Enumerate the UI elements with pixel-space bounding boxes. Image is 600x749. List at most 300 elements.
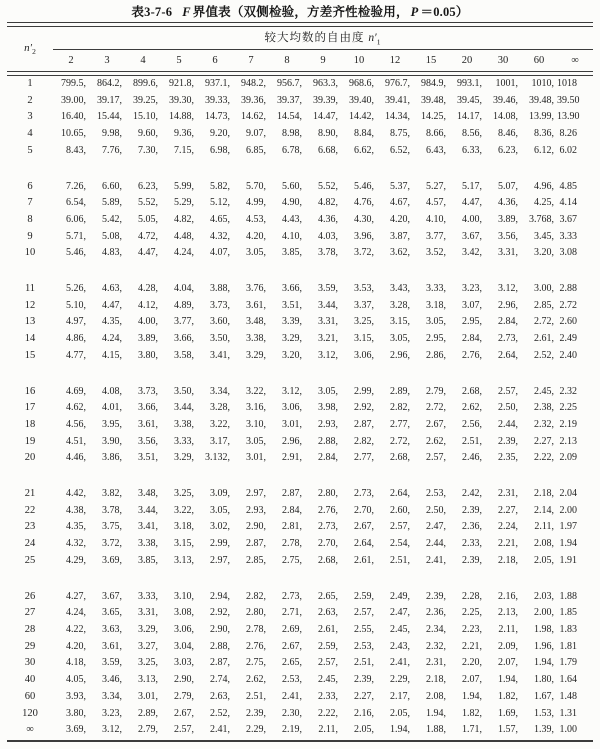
value-cell: 4.20, [390,213,410,225]
value-cell: 3.05, [390,333,410,345]
value-cell: 2.89, [390,385,410,397]
value-cell: 5.07, [498,180,518,192]
group-gap [7,570,593,589]
table-row [7,348,593,365]
value-cell: 2.00, [534,607,554,619]
value-cell: 3.62, [390,247,410,259]
value-cell: 2.74, [210,674,230,686]
value-cell: 14.47, [313,111,338,123]
table-row [7,281,593,298]
value-cell: 2.73, [282,590,302,602]
row-df-label: 27 [24,607,36,619]
value-cell: 5.08, [102,230,122,242]
value-cell: 2.57, [390,521,410,533]
value-cell: 2.19, [282,724,302,736]
value-cell: 899.6, [133,78,158,89]
row-df-label: 6 [27,180,33,192]
value-cell: 2.85, [246,554,266,566]
value-cell: 3.01, [246,452,266,464]
value-cell: 2.77, [390,418,410,430]
value-cell: 2.11, [534,521,554,533]
value-cell: 39.25, [133,94,158,106]
f-table-body [7,76,593,739]
row-df-label: 2 [27,94,33,106]
table-row [7,314,593,331]
group-gap [7,467,593,486]
value-cell: 4.53, [246,213,266,225]
column-header: 5 [176,55,182,66]
column-header: 12 [389,55,401,66]
value-cell: 3.93, [66,690,86,702]
row-df-label: ∞ [26,724,34,736]
value-cell: 2.72, [534,316,554,328]
value-cell: 2.84, [498,316,518,328]
value-cell: 3.29, [138,623,158,635]
value-cell: 8.98, [282,128,302,140]
value-cell: 5.05, [138,213,158,225]
value-cell: 4.57, [426,197,446,209]
value-cell: 2.99, [354,385,374,397]
column-header: 10 [353,55,365,66]
value-cell: 3.05, [246,247,266,259]
value-cell: 2.13 [559,435,577,447]
value-cell: 4.27, [66,590,86,602]
value-cell: 2.64, [390,488,410,500]
value-cell: 4.22, [66,623,86,635]
value-cell: 7.30, [138,144,158,156]
row-df-label: 26 [24,590,36,602]
value-cell: 5.70, [246,180,266,192]
value-cell: 2.18, [426,674,446,686]
value-cell: 2.61, [318,623,338,635]
value-cell: 3.33, [174,435,194,447]
row-df-label: 1 [27,78,33,89]
value-cell: 6.98, [210,144,230,156]
value-cell: 3.43, [390,283,410,295]
value-cell: 1.91 [559,554,577,566]
value-cell: 5.82, [210,180,230,192]
value-cell: 6.23, [138,180,158,192]
table-row [7,605,593,622]
value-cell: 3.98, [318,402,338,414]
value-cell: 9.07, [246,128,266,140]
value-cell: 4.90, [282,197,302,209]
value-cell: 2.39, [498,435,518,447]
row-df-label: 16 [24,385,36,397]
value-cell: 3.66, [174,333,194,345]
value-cell: 2.63, [318,607,338,619]
value-cell: 3.67 [559,213,577,225]
value-cell: 2.22, [534,452,554,464]
value-cell: 2.05, [354,724,374,736]
value-cell: 4.24, [174,247,194,259]
value-cell: 3.72, [102,538,122,550]
value-cell: 2.79, [138,724,158,736]
value-cell: 3.25, [354,316,374,328]
value-cell: 3.67, [102,590,122,602]
value-cell: 4.97, [66,316,86,328]
value-cell: 2.51, [246,690,266,702]
value-cell: 14.88, [169,111,194,123]
value-cell: 2.96, [498,299,518,311]
value-cell: 3.82, [102,488,122,500]
value-cell: 6.02 [559,144,577,156]
value-cell: 3.28, [390,299,410,311]
value-cell: 2.52, [210,707,230,719]
value-cell: 3.89, [498,213,518,225]
value-cell: 4.18, [66,657,86,669]
value-cell: 5.99, [174,180,194,192]
value-cell: 2.21, [498,538,518,550]
table-row [7,384,593,401]
value-cell: 8.66, [426,128,446,140]
value-cell: 3.08 [559,247,577,259]
row-df-label: 15 [24,349,36,361]
row-df-label: 40 [24,674,36,686]
column-header-row [7,50,593,72]
table-title [7,3,593,22]
value-cell: 2.59, [354,590,374,602]
value-cell: 9.20, [210,128,230,140]
value-cell: 3.41, [138,521,158,533]
row-df-label: 9 [27,230,33,242]
column-dimension-label: 较大均数的自由度 $n'_1$ [53,27,593,50]
value-cell: 15.10, [133,111,158,123]
value-cell: 993.1, [457,78,482,89]
value-cell: 3.02, [210,521,230,533]
value-cell: 2.13, [498,607,518,619]
value-cell: 4.63, [102,283,122,295]
value-cell: 1.64 [559,674,577,686]
value-cell: 4.32, [210,230,230,242]
value-cell: 3.45, [534,230,554,242]
value-cell: 2.27, [498,504,518,516]
value-cell: 3.20, [534,247,554,259]
p-symbol: P [410,5,419,19]
value-cell: 2.71, [282,607,302,619]
value-cell: 2.16, [498,590,518,602]
value-cell: 948.2, [241,78,266,89]
row-df-label: 22 [24,504,36,516]
value-cell: 2.67, [426,418,446,430]
table-row [7,195,593,212]
table-row [7,639,593,656]
value-cell: 39.36, [241,94,266,106]
table-row [7,417,593,434]
value-cell: 2.64, [354,538,374,550]
value-cell: 3.22, [174,504,194,516]
value-cell: 3.18, [174,521,194,533]
value-cell: 2.39, [246,707,266,719]
value-cell: 2.24, [498,521,518,533]
value-cell: 3.17, [210,435,230,447]
value-cell: 3.25, [138,657,158,669]
value-cell: 963.3, [313,78,338,89]
value-cell: 2.57, [426,452,446,464]
value-cell: 2.32 [559,385,577,397]
row-df-label: 23 [24,521,36,533]
row-df-label: 30 [24,657,36,669]
value-cell: 2.68, [318,554,338,566]
value-cell: 2.25 [559,402,577,414]
value-cell: 2.47, [426,521,446,533]
table-row [7,109,593,126]
row-df-label: 18 [24,418,36,430]
header-table [7,27,593,71]
value-cell: 2.41, [426,554,446,566]
value-cell: 2.95, [462,316,482,328]
value-cell: 3.50, [174,385,194,397]
value-cell: 1.85 [559,607,577,619]
column-header: 20 [461,55,473,66]
value-cell: 5.52, [138,197,158,209]
value-cell: 2.32, [534,418,554,430]
value-cell: 3.31, [318,316,338,328]
table-row [7,126,593,143]
value-cell: 2.77, [354,452,374,464]
value-cell: 2.65, [282,657,302,669]
value-cell: 1.94, [498,674,518,686]
column-header: 7 [248,55,254,66]
group-gap [7,160,593,179]
value-cell: 3.52, [426,247,446,259]
table-row [7,486,593,503]
value-cell: 2.35, [498,452,518,464]
value-cell: 2.81, [282,521,302,533]
column-header: ∞ [571,55,579,66]
value-cell: 3.12, [102,724,122,736]
value-cell: 3.23, [462,283,482,295]
value-cell: 3.15, [174,538,194,550]
table-row [7,298,593,315]
value-cell: 3.89, [138,333,158,345]
value-cell: 4.15, [102,349,122,361]
value-cell: 3.77, [174,316,194,328]
value-cell: 2.75, [246,657,266,669]
table-row [7,519,593,536]
value-cell: 2.50, [426,504,446,516]
value-cell: 10.65, [61,128,86,140]
value-cell: 1018 [557,78,577,89]
value-cell: 2.82, [390,402,410,414]
table-number: 表3-7-6 [131,5,173,19]
value-cell: 3.09, [210,488,230,500]
value-cell: 2.57, [498,385,518,397]
value-cell: 2.70, [318,538,338,550]
table-row [7,229,593,246]
value-cell: 2.22, [318,707,338,719]
value-cell: 5.27, [426,180,446,192]
row-df-label: 24 [24,538,36,550]
value-cell: 2.46, [462,452,482,464]
value-cell: 3.69, [66,724,86,736]
value-cell: 3.44, [318,299,338,311]
value-cell: 8.26 [559,128,577,140]
value-cell: 2.72 [559,299,577,311]
value-cell: 3.34, [210,385,230,397]
value-cell: 5.12, [210,197,230,209]
value-cell: 1.69, [498,707,518,719]
value-cell: 3.59, [318,283,338,295]
value-cell: 2.25, [462,607,482,619]
value-cell: 2.62, [462,402,482,414]
value-cell: 2.45, [534,385,554,397]
value-cell: 3.38, [246,333,266,345]
value-cell: 4.03, [318,230,338,242]
value-cell: 4.99, [246,197,266,209]
p-value: ＝0.05） [420,5,469,19]
value-cell: 2.51, [462,435,482,447]
value-cell: 3.132, [205,452,230,464]
value-cell: 14.17, [457,111,482,123]
value-cell: 2.72, [426,402,446,414]
value-cell: 2.76, [318,504,338,516]
value-cell: 2.78, [246,623,266,635]
value-cell: 7.76, [102,144,122,156]
value-cell: 39.39, [313,94,338,106]
value-cell: 3.06, [282,402,302,414]
value-cell: 3.75, [102,521,122,533]
value-cell: 2.97, [210,554,230,566]
value-cell: 3.21, [318,333,338,345]
value-cell: 4.01, [102,402,122,414]
row-df-label: 20 [24,452,36,464]
value-cell: 5.29, [174,197,194,209]
value-cell: 2.32, [426,640,446,652]
value-cell: 2.63, [210,690,230,702]
value-cell: 4.51, [66,435,86,447]
table-row [7,434,593,451]
value-cell: 968.6, [349,78,374,89]
value-cell: 3.31, [498,247,518,259]
value-cell: 4.47, [102,299,122,311]
value-cell: 2.45, [390,623,410,635]
value-cell: 2.69, [282,623,302,635]
value-cell: 3.29, [246,349,266,361]
value-cell: 4.30, [354,213,374,225]
value-cell: 2.88, [210,640,230,652]
value-cell: 3.44, [174,402,194,414]
value-cell: 3.23, [102,707,122,719]
value-cell: 2.07, [462,674,482,686]
value-cell: 3.61, [246,299,266,311]
value-cell: 2.53, [282,674,302,686]
value-cell: 3.27, [138,640,158,652]
value-cell: 2.90, [174,674,194,686]
value-cell: 5.46, [354,180,374,192]
value-cell: 2.89, [138,707,158,719]
value-cell: 6.85, [246,144,266,156]
value-cell: 2.93, [246,504,266,516]
value-cell: 3.15, [390,316,410,328]
value-cell: 3.37, [354,299,374,311]
row-df-label: 7 [27,197,33,209]
value-cell: 2.44, [426,538,446,550]
value-cell: 5.89, [102,197,122,209]
value-cell: 6.60, [102,180,122,192]
table-row [7,706,593,723]
value-cell: 2.49 [559,333,577,345]
value-cell: 3.87, [390,230,410,242]
value-cell: 2.36, [462,521,482,533]
value-cell: 3.51, [138,452,158,464]
value-cell: 6.12, [534,144,554,156]
row-df-label: 14 [24,333,36,345]
value-cell: 3.04, [174,640,194,652]
value-cell: 4.67, [390,197,410,209]
value-cell: 5.42, [102,213,122,225]
value-cell: 8.43, [66,144,86,156]
value-cell: 4.07, [210,247,230,259]
value-cell: 3.01, [282,418,302,430]
value-cell: 1.94, [462,690,482,702]
value-cell: 4.83, [102,247,122,259]
value-cell: 2.97, [246,488,266,500]
value-cell: 2.27, [534,435,554,447]
row-df-label: 10 [24,247,36,259]
value-cell: 5.37, [390,180,410,192]
value-cell: 3.12, [318,349,338,361]
value-cell: 2.79, [174,690,194,702]
value-cell: 976.7, [385,78,410,89]
value-cell: 3.05, [318,385,338,397]
value-cell: 2.93, [318,418,338,430]
value-cell: 3.01, [138,690,158,702]
value-cell: 1.57, [498,724,518,736]
value-cell: 4.72, [138,230,158,242]
row-df-label: 21 [24,488,36,500]
value-cell: 3.66, [282,283,302,295]
value-cell: 2.76, [462,349,482,361]
value-cell: 2.34, [426,623,446,635]
value-cell: 39.48, [529,94,554,106]
value-cell: 14.54, [277,111,302,123]
value-cell: 2.61, [534,333,554,345]
value-cell: 3.16, [246,402,266,414]
value-cell: 2.79, [426,385,446,397]
value-cell: 956.7, [277,78,302,89]
value-cell: 3.51, [282,299,302,311]
value-cell: 3.85, [138,554,158,566]
value-cell: 1.94, [534,657,554,669]
value-cell: 3.33, [426,283,446,295]
value-cell: 8.46, [498,128,518,140]
value-cell: 3.63, [102,623,122,635]
value-cell: 4.82, [174,213,194,225]
row-df-label: 11 [24,283,36,295]
value-cell: 4.24, [102,333,122,345]
f-critical-value-table [7,76,593,739]
value-cell: 4.25, [534,197,554,209]
value-cell: 14.25, [421,111,446,123]
value-cell: 2.59, [318,640,338,652]
value-cell: 937.1, [205,78,230,89]
value-cell: 4.76, [354,197,374,209]
value-cell: 2.39, [426,590,446,602]
value-cell: 1.98, [534,623,554,635]
value-cell: 2.53, [426,488,446,500]
row-dimension-label: $n'_2$ [24,41,36,57]
value-cell: 5.46, [66,247,86,259]
value-cell: 2.84, [282,504,302,516]
value-cell: 5.60, [282,180,302,192]
value-cell: 3.05, [210,504,230,516]
value-cell: 39.45, [457,94,482,106]
value-cell: 2.39, [354,674,374,686]
value-cell: 3.25, [174,488,194,500]
value-cell: 13.90 [557,111,580,123]
value-cell: 2.51, [390,554,410,566]
